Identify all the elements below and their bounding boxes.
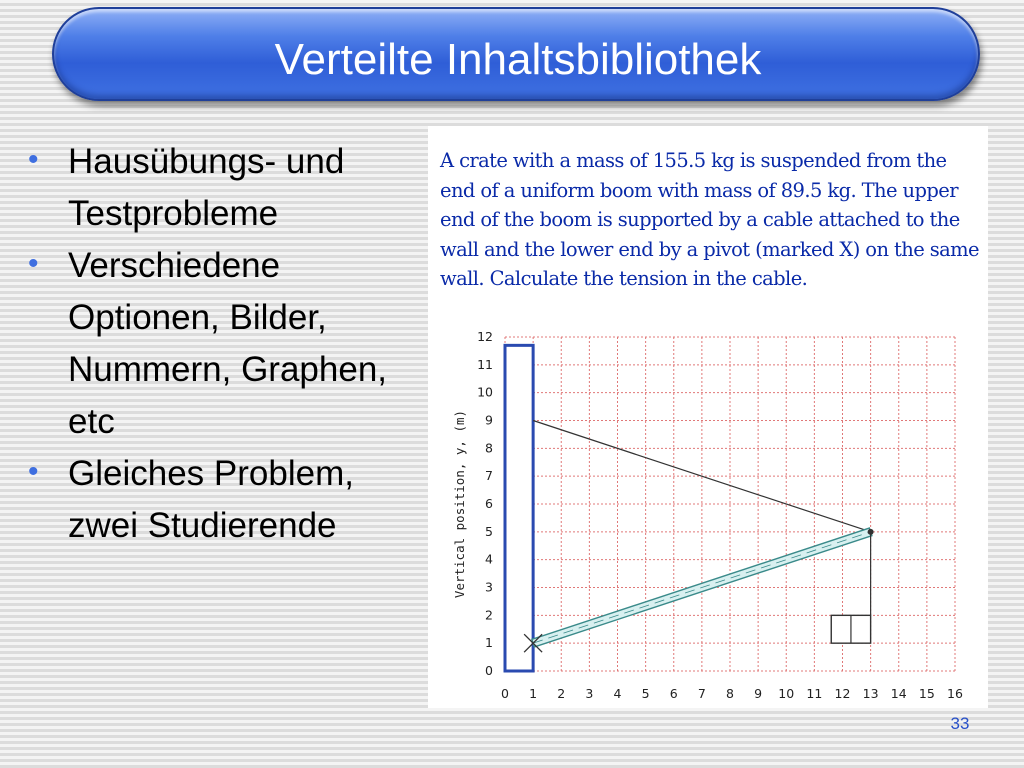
bullet-item <box>28 240 428 448</box>
x-tick-label: 14 <box>890 686 907 701</box>
wall <box>505 345 533 671</box>
y-tick-label: 4 <box>485 551 493 567</box>
problem-text: A crate with a mass of 155.5 kg is suspended from the end of a uniform boom with mass of 89.5 kg. The upper end of the boom is supported by a cable attached to the wall and the lower end by a pivot (marked X) on the same wall. Calculate the tension in the cable. <box>440 149 979 290</box>
y-tick-label: 5 <box>485 523 493 539</box>
y-tick-label: 11 <box>477 356 493 372</box>
y-axis-label: Vertical position, y, (m) <box>452 409 467 599</box>
y-tick-label: 2 <box>485 607 493 623</box>
x-tick-label: 7 <box>697 686 706 701</box>
x-tick-label: 0 <box>501 686 509 701</box>
boom-diagram <box>428 126 988 708</box>
y-tick-label: 10 <box>477 384 493 400</box>
page-number: 33 <box>950 714 970 733</box>
y-tick-label: 12 <box>477 329 493 344</box>
x-tick-label: 15 <box>918 686 935 701</box>
x-tick-label: 16 <box>947 686 963 701</box>
x-tick-label: 10 <box>778 686 795 701</box>
bullet-list <box>28 136 428 552</box>
x-tick-label: 8 <box>726 686 734 701</box>
bullet-icon: • <box>28 455 39 488</box>
x-tick-label: 9 <box>754 686 763 701</box>
x-tick-label: 11 <box>806 686 823 701</box>
slide-title: Verteilte Inhaltsbibliothek <box>274 35 762 84</box>
x-tick-label: 4 <box>613 686 622 701</box>
x-tick-label: 6 <box>669 686 678 701</box>
x-tick-label: 5 <box>641 686 650 701</box>
y-tick-label: 8 <box>485 440 493 456</box>
y-tick-label: 1 <box>485 635 493 651</box>
x-tick-label: 3 <box>585 686 594 701</box>
y-tick-label: 3 <box>485 579 493 595</box>
title-bar <box>52 7 980 101</box>
bullet-icon: • <box>28 143 39 176</box>
x-tick-label: 13 <box>862 686 879 701</box>
y-tick-label: 6 <box>485 496 493 511</box>
x-tick-label: 12 <box>834 686 851 701</box>
problem-panel <box>428 126 988 708</box>
y-tick-label: 9 <box>485 412 493 428</box>
bullet-text: Verschiedene Optionen, Bilder, Nummern, Graphen, etc <box>68 246 388 441</box>
y-tick-label: 7 <box>485 468 493 484</box>
bullet-item <box>28 448 428 552</box>
y-tick-label: 0 <box>485 663 493 678</box>
bullet-item <box>28 136 428 240</box>
bullet-icon: • <box>28 247 39 280</box>
bullet-text: Gleiches Problem, zwei Studierende <box>68 454 354 545</box>
x-tick-label: 1 <box>529 686 538 701</box>
bullet-text: Hausübungs- und Testprobleme <box>68 142 345 233</box>
x-tick-label: 2 <box>557 686 566 701</box>
